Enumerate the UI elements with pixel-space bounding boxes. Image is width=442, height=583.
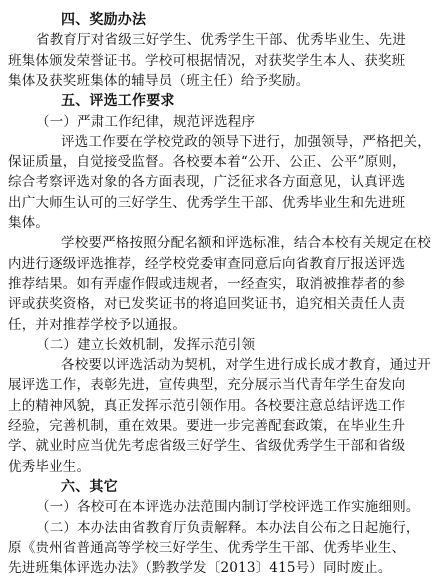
paragraph-line: 集体及获奖班集体的辅导员（班主任）给予奖励。 xyxy=(8,72,310,89)
paragraph-line: 保证质量，自觉接受监督。各校要本着“公开、公正、公平”原则， xyxy=(8,154,406,171)
paragraph-line: 学校要严格按照分配名额和评选标准，结合本校有关规定在校 xyxy=(61,235,431,252)
paragraph-line: 各校要以评选活动为契机，对学生进行成长成才教育，通过开 xyxy=(61,357,431,374)
paragraph-line: 上的精神风貌，真正发挥示范引领作用。各校要注意总结评选工作 xyxy=(8,397,406,414)
paragraph-line: 任，并对推荐学校予以通报。 xyxy=(8,316,187,333)
paragraph-line: 综合考察评选对象的各方面表现，广泛征求各方面意见，认真评选 xyxy=(8,174,406,191)
paragraph-line: 原《贵州省普通高等学校三好学生、优秀学生干部、优秀毕业生、 xyxy=(8,539,406,556)
paragraph-line: 出广大师生认可的三好学生、优秀学生干部、优秀毕业生和先进班 xyxy=(8,194,406,211)
paragraph-line: 先进班集体评选办法》（黔教学发〔2013〕415号）同时废止。 xyxy=(8,560,392,577)
paragraph-line: 班集体颁发荣誉证书。学校可根据情况，对获奖学生本人、获奖班 xyxy=(8,52,406,69)
paragraph-line: 省教育厅对省级三好学生、优秀学生干部、优秀毕业生、先进 xyxy=(36,32,406,49)
paragraph-line: 展评选工作，表彰先进，宣传典型，充分展示当代青年学生奋发向 xyxy=(8,377,406,394)
paragraph-line: （一）各校可在本评选办法范围内制订学校评选工作实施细则。 xyxy=(36,499,420,516)
section-heading: 四、奖励办法 xyxy=(61,12,147,28)
subsection-heading: （一）严肃工作纪律，规范评选程序 xyxy=(36,113,256,130)
paragraph-line: 学、就业时应当优先考虑省级三好学生、省级优秀学生干部和省级 xyxy=(8,438,406,455)
paragraph-line: 经验，完善机制，重在效果。要进一步完善配套政策，在毕业生升 xyxy=(8,418,406,434)
paragraph-line: 推荐结果。如有弄虚作假或违规者，一经查实，取消被推荐者的参 xyxy=(8,275,406,292)
subsection-heading: （二）建立长效机制，发挥示范引领 xyxy=(36,336,256,353)
paragraph-line: （二）本办法由省教育厅负责解释。本办法自公布之日起施行， xyxy=(36,519,420,536)
section-heading: 五、评选工作要求 xyxy=(61,93,175,110)
section-heading: 六、其它 xyxy=(61,478,118,495)
paragraph-line: 集体。 xyxy=(8,215,50,231)
paragraph-line: 内进行逐级评选推荐，经学校党委审查同意后向省教育厅报送评选 xyxy=(8,255,406,272)
paragraph-line: 优秀毕业生。 xyxy=(8,458,91,475)
paragraph-line: 评选工作要在学校党政的领导下进行，加强领导，严格把关， xyxy=(61,133,431,150)
paragraph-line: 评或获奖资格，对已发奖证书的将追回奖证书，追究相关责任人责 xyxy=(8,296,406,313)
